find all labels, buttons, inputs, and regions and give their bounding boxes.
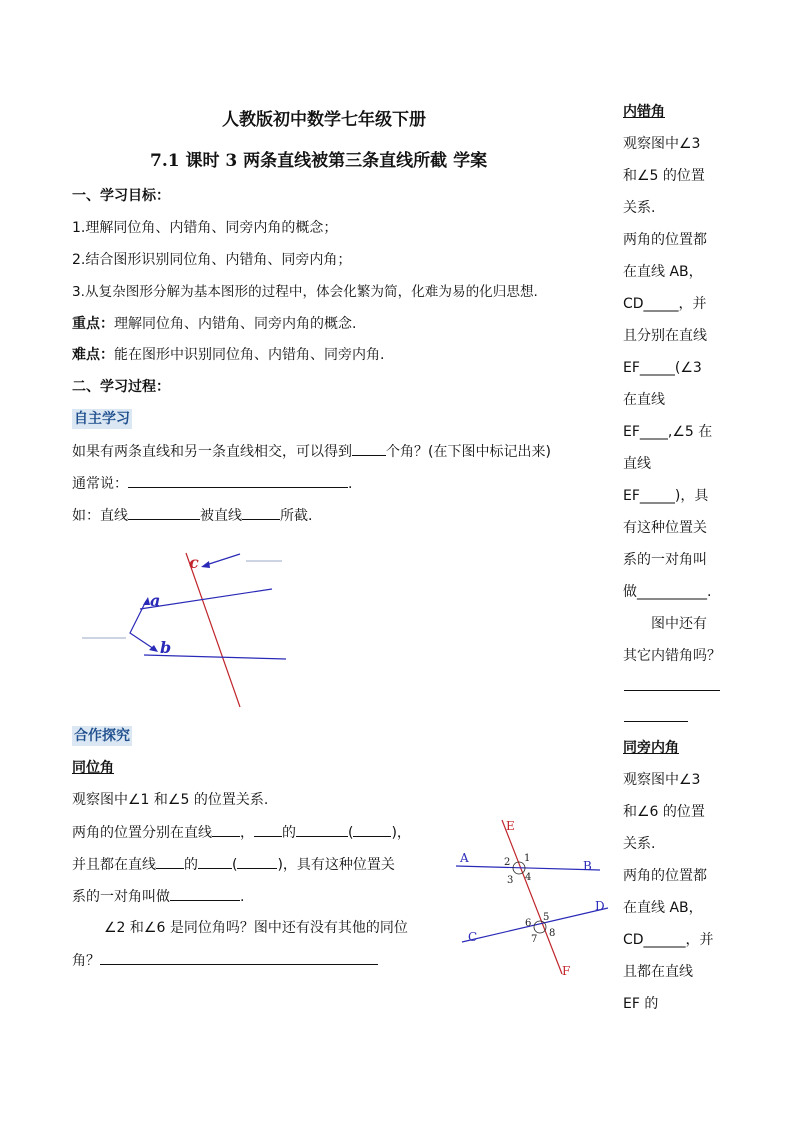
corr-p3-d: )，具有这种位置关 xyxy=(277,857,395,873)
figure-lines-abcdef xyxy=(452,814,614,984)
same-line-7: 且都在直线 xyxy=(623,964,693,980)
same-line-4: 两角的位置都 xyxy=(623,868,707,884)
corr-blank-8[interactable] xyxy=(170,886,240,901)
self-study-line-2 xyxy=(72,473,352,494)
goal-1: 1.理解同位角、内错角、同旁内角的概念； xyxy=(72,220,338,236)
line1-text-a: 如果有两条直线和另一条直线相交，可以得到 xyxy=(72,444,352,460)
alt-line-4: 两角的位置都 xyxy=(623,232,707,248)
alt-line-8: EF_____(∠3 xyxy=(623,360,702,376)
angle-3: 3 xyxy=(507,875,514,886)
line3-text-a: 如：直线 xyxy=(72,508,128,524)
angle-count-blank[interactable] xyxy=(352,441,386,456)
alt-answer-blank-2[interactable] xyxy=(624,721,688,722)
key-label: 重点： xyxy=(72,316,114,332)
angle-6: 6 xyxy=(525,918,532,929)
same-side-interior-heading: 同旁内角 xyxy=(623,740,679,756)
label-c: c xyxy=(189,553,199,572)
usually-said-blank[interactable] xyxy=(128,473,348,488)
corr-blank-2[interactable] xyxy=(254,822,282,837)
label-C: C xyxy=(468,930,478,944)
corr-blank-9[interactable] xyxy=(100,950,378,965)
corr-p2-e: )， xyxy=(391,825,411,841)
corr-blank-6[interactable] xyxy=(198,854,232,869)
goal-3: 3.从复杂图形分解为基本图形的过程中，体会化繁为简，化难为易的化归思想. xyxy=(72,284,538,300)
alt-line-1: 观察图中∠3 xyxy=(623,136,701,152)
angle-1: 1 xyxy=(524,853,531,864)
alt-line-5: 在直线 AB， xyxy=(623,264,703,280)
section-heading-goals: 一、学习目标： xyxy=(72,188,170,204)
line2-text: 通常说： xyxy=(72,476,128,492)
lines-blank[interactable] xyxy=(128,505,200,520)
alt-line-13: 有这种位置关 xyxy=(623,520,707,536)
alt-line-14: 系的一对角叫 xyxy=(623,552,707,568)
corr-p6 xyxy=(72,950,378,971)
corr-blank-1[interactable] xyxy=(212,822,240,837)
alt-line-7: 且分别在直线 xyxy=(623,328,707,344)
corr-p1: 观察图中∠1 和∠5 的位置关系. xyxy=(72,792,269,808)
key-points xyxy=(72,314,356,334)
coop-label: 合作探究 xyxy=(74,728,130,744)
alt-line-11: 直线 xyxy=(623,456,651,472)
corr-p5: ∠2 和∠6 是同位角吗？图中还有没有其他的同位 xyxy=(104,920,408,936)
line3-text-c: 所截. xyxy=(280,508,313,524)
same-line-1: 观察图中∠3 xyxy=(623,772,701,788)
period: . xyxy=(348,476,353,492)
self-study-line-1 xyxy=(72,441,551,462)
difficulty-text: 能在图形中识别同位角、内错角、同旁内角. xyxy=(114,347,385,363)
same-line-5: 在直线 AB， xyxy=(623,900,703,916)
alt-line-16: 图中还有 xyxy=(623,616,707,632)
label-b: b xyxy=(160,638,172,657)
page-subtitle: 7.1 课时 3 两条直线被第三条直线所截 学案 xyxy=(150,151,488,171)
same-line-6: CD______，并 xyxy=(623,932,714,948)
alt-line-17: 其它内错角吗？ xyxy=(623,648,721,664)
key-text: 理解同位角、内错角、同旁内角的概念. xyxy=(114,316,357,332)
angle-8: 8 xyxy=(549,928,556,939)
alt-line-6: CD_____，并 xyxy=(623,296,707,312)
label-D: D xyxy=(595,899,605,913)
self-study-label: 自主学习 xyxy=(74,411,130,427)
alt-line-15: 做__________. xyxy=(623,584,712,600)
transversal-blank[interactable] xyxy=(242,505,280,520)
figure-lines-abc xyxy=(70,545,300,715)
alternate-angle-heading: 内错角 xyxy=(623,104,665,120)
corr-p2 xyxy=(72,822,411,843)
label-F: F xyxy=(562,964,571,978)
corr-p2-b: ， xyxy=(240,825,254,841)
arrowhead-a xyxy=(143,597,150,605)
corr-p2-d: ( xyxy=(348,825,354,841)
line3-text-b: 被直线 xyxy=(200,508,242,524)
self-study-line-3 xyxy=(72,505,312,526)
corr-p2-a: 两角的位置分别在直线 xyxy=(72,825,212,841)
goal-2: 2.结合图形识别同位角、内错角、同旁内角； xyxy=(72,252,352,268)
corr-p3-c: ( xyxy=(232,857,238,873)
corr-p3-b: 的 xyxy=(184,857,198,873)
corresponding-angle-heading: 同位角 xyxy=(72,760,114,776)
difficulty-label: 难点： xyxy=(72,347,114,363)
same-line-8: EF 的 xyxy=(623,996,659,1012)
corr-p6-text: 角？ xyxy=(72,953,100,969)
label-B: B xyxy=(583,859,592,873)
angle-7: 7 xyxy=(531,934,538,945)
corr-p4 xyxy=(72,886,244,907)
alt-line-2: 和∠5 的位置 xyxy=(623,168,705,184)
alt-line-12: EF_____)，具 xyxy=(623,488,709,504)
angle-5: 5 xyxy=(543,912,550,923)
alt-line-10: EF____,∠5 在 xyxy=(623,424,713,440)
corr-p4-text: 系的一对角叫做 xyxy=(72,889,170,905)
section-heading-process: 二、学习过程： xyxy=(72,379,170,395)
corr-blank-3[interactable] xyxy=(296,822,348,837)
corr-p2-c: 的 xyxy=(282,825,296,841)
alt-answer-blank-1[interactable] xyxy=(624,690,720,691)
corr-blank-7[interactable] xyxy=(237,854,277,869)
label-a: a xyxy=(150,591,161,610)
alt-line-9: 在直线 xyxy=(623,392,665,408)
label-E: E xyxy=(506,819,515,833)
corr-p3 xyxy=(72,854,395,875)
angle-2: 2 xyxy=(504,857,511,868)
arrowhead-c xyxy=(201,561,210,568)
period: . xyxy=(240,889,245,905)
page-title: 人教版初中数学七年级下册 xyxy=(222,110,426,130)
alt-line-3: 关系. xyxy=(623,200,656,216)
difficulty-points xyxy=(72,345,384,365)
line-c xyxy=(186,553,240,707)
line-ab xyxy=(456,866,600,870)
pointer-arrow-c xyxy=(206,554,240,565)
angle-4: 4 xyxy=(525,872,532,883)
same-line-2: 和∠6 的位置 xyxy=(623,804,705,820)
corr-p3-a: 并且都在直线 xyxy=(72,857,156,873)
label-A: A xyxy=(460,851,469,865)
line1-text-b: 个角？(在下图中标记出来) xyxy=(386,444,551,460)
corr-blank-4[interactable] xyxy=(353,822,391,837)
same-line-3: 关系. xyxy=(623,836,656,852)
corr-blank-5[interactable] xyxy=(156,854,184,869)
line-ef xyxy=(502,820,562,974)
